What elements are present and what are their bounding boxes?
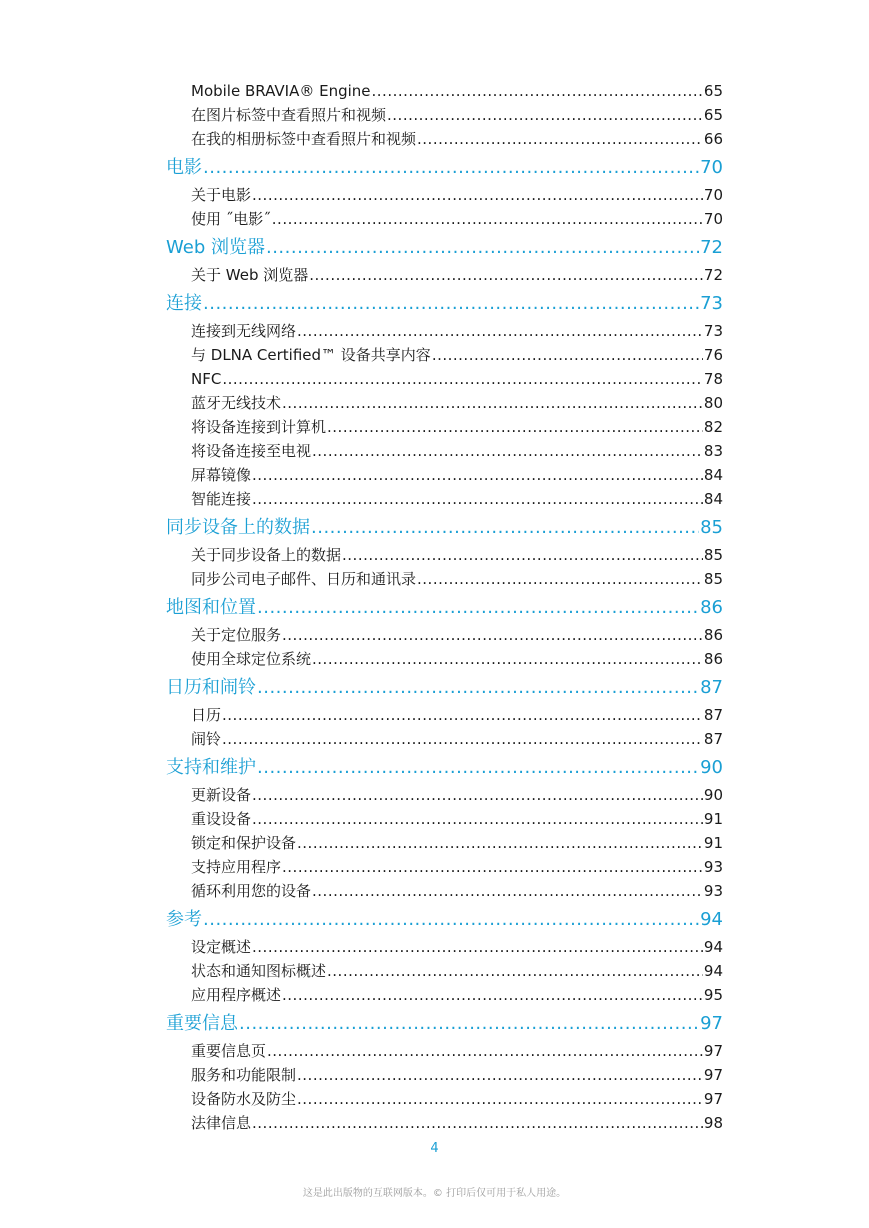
- toc-entry[interactable]: [166, 1039, 723, 1063]
- toc-entry-title: 电影: [166, 153, 202, 183]
- toc-entry-page: 86: [704, 647, 723, 671]
- toc-entry-title: 地图和位置: [166, 593, 256, 623]
- toc-entry-page: 85: [704, 543, 723, 567]
- toc-entry-title: 连接: [166, 289, 202, 319]
- dot-leader: [327, 959, 703, 983]
- dot-leader: [327, 415, 703, 439]
- dot-leader: [222, 703, 703, 727]
- toc-entry-page: 73: [704, 319, 723, 343]
- toc-entry[interactable]: [166, 79, 723, 103]
- toc-section-heading[interactable]: [166, 153, 723, 183]
- toc-entry-page: 90: [704, 783, 723, 807]
- dot-leader: [252, 935, 703, 959]
- dot-leader: [252, 183, 703, 207]
- toc-entry-page: 97: [704, 1063, 723, 1087]
- toc-entry[interactable]: [166, 855, 723, 879]
- toc-section-heading[interactable]: [166, 593, 723, 623]
- toc-entry-title: 关于同步设备上的数据: [191, 543, 341, 567]
- toc-entry-title: 关于电影: [191, 183, 251, 207]
- toc-entry-title: 关于定位服务: [191, 623, 281, 647]
- dot-leader: [432, 343, 703, 367]
- toc-entry-page: 87: [700, 673, 723, 703]
- toc-entry[interactable]: [166, 463, 723, 487]
- toc-entry-title: 屏幕镜像: [191, 463, 251, 487]
- toc-entry[interactable]: [166, 783, 723, 807]
- toc-entry-title: 设备防水及防尘: [191, 1087, 296, 1111]
- toc-entry-page: 90: [700, 753, 723, 783]
- toc-entry-page: 95: [704, 983, 723, 1007]
- toc-entry-title: Web 浏览器: [166, 233, 265, 263]
- toc-entry[interactable]: [166, 1063, 723, 1087]
- toc-entry[interactable]: [166, 319, 723, 343]
- toc-entry-title: 法律信息: [191, 1111, 251, 1135]
- toc-entry-page: 91: [704, 831, 723, 855]
- dot-leader: [417, 567, 703, 591]
- dot-leader: [282, 391, 703, 415]
- toc-entry[interactable]: [166, 623, 723, 647]
- table-of-contents: [166, 79, 723, 1135]
- toc-entry-title: 日历和闹铃: [166, 673, 256, 703]
- toc-entry-page: 84: [704, 463, 723, 487]
- toc-entry-title: 状态和通知图标概述: [191, 959, 326, 983]
- toc-entry-page: 97: [700, 1009, 723, 1039]
- toc-entry-page: 98: [704, 1111, 723, 1135]
- toc-entry-title: 将设备连接至电视: [191, 439, 311, 463]
- toc-entry[interactable]: [166, 959, 723, 983]
- toc-entry[interactable]: [166, 1111, 723, 1135]
- toc-entry-page: 70: [704, 207, 723, 231]
- toc-entry-title: 循环利用您的设备: [191, 879, 311, 903]
- toc-entry-page: 78: [704, 367, 723, 391]
- dot-leader: [282, 983, 703, 1007]
- toc-section-heading[interactable]: [166, 905, 723, 935]
- toc-entry-page: 85: [700, 513, 723, 543]
- toc-entry-page: 94: [704, 959, 723, 983]
- toc-entry[interactable]: [166, 543, 723, 567]
- toc-entry-page: 93: [704, 855, 723, 879]
- toc-entry[interactable]: [166, 983, 723, 1007]
- toc-entry-page: 82: [704, 415, 723, 439]
- toc-entry-title: 闹铃: [191, 727, 221, 751]
- toc-entry-page: 94: [700, 905, 723, 935]
- toc-entry-page: 86: [700, 593, 723, 623]
- toc-entry-page: 97: [704, 1087, 723, 1111]
- toc-entry-title: Mobile BRAVIA® Engine: [191, 79, 371, 103]
- toc-entry[interactable]: [166, 391, 723, 415]
- toc-entry-page: 87: [704, 727, 723, 751]
- dot-leader: [203, 905, 699, 935]
- toc-entry[interactable]: [166, 567, 723, 591]
- toc-entry-page: 80: [704, 391, 723, 415]
- toc-entry-title: 与 DLNA Certified™ 设备共享内容: [191, 343, 431, 367]
- toc-entry-page: 84: [704, 487, 723, 511]
- toc-entry-title: 支持和维护: [166, 753, 256, 783]
- dot-leader: [342, 543, 703, 567]
- dot-leader: [203, 153, 699, 183]
- dot-leader: [312, 647, 703, 671]
- toc-entry-title: 设定概述: [191, 935, 251, 959]
- toc-entry[interactable]: [166, 263, 723, 287]
- toc-entry[interactable]: [166, 183, 723, 207]
- toc-entry-page: 83: [704, 439, 723, 463]
- dot-leader: [257, 593, 699, 623]
- dot-leader: [311, 513, 699, 543]
- dot-leader: [252, 487, 703, 511]
- dot-leader: [417, 127, 703, 151]
- toc-entry[interactable]: [166, 207, 723, 231]
- toc-entry[interactable]: [166, 727, 723, 751]
- dot-leader: [252, 1111, 703, 1135]
- dot-leader: [309, 263, 703, 287]
- dot-leader: [297, 1087, 703, 1111]
- toc-section-heading[interactable]: [166, 753, 723, 783]
- dot-leader: [222, 367, 703, 391]
- dot-leader: [297, 319, 703, 343]
- dot-leader: [387, 103, 703, 127]
- toc-entry-title: 服务和功能限制: [191, 1063, 296, 1087]
- toc-entry[interactable]: [166, 1087, 723, 1111]
- toc-entry[interactable]: [166, 935, 723, 959]
- footer-note: 这是此出版物的互联网版本。© 打印后仅可用于私人用途。: [302, 1188, 567, 1199]
- toc-entry-title: 在我的相册标签中查看照片和视频: [191, 127, 416, 151]
- toc-entry[interactable]: [166, 831, 723, 855]
- toc-entry-title: 日历: [191, 703, 221, 727]
- dot-leader: [266, 233, 699, 263]
- toc-entry-title: 将设备连接到计算机: [191, 415, 326, 439]
- toc-entry-page: 91: [704, 807, 723, 831]
- toc-entry-page: 93: [704, 879, 723, 903]
- dot-leader: [257, 673, 699, 703]
- dot-leader: [312, 879, 703, 903]
- toc-section-heading[interactable]: [166, 513, 723, 543]
- toc-entry-page: 70: [704, 183, 723, 207]
- toc-entry-page: 65: [704, 79, 723, 103]
- toc-entry[interactable]: [166, 807, 723, 831]
- toc-entry-title: 重设设备: [191, 807, 251, 831]
- toc-entry-page: 94: [704, 935, 723, 959]
- dot-leader: [252, 807, 703, 831]
- toc-entry-page: 73: [700, 289, 723, 319]
- dot-leader: [222, 727, 703, 751]
- toc-entry[interactable]: [166, 647, 723, 671]
- toc-entry-title: 使用全球定位系统: [191, 647, 311, 671]
- toc-entry[interactable]: [166, 487, 723, 511]
- toc-entry-title: 同步公司电子邮件、日历和通讯录: [191, 567, 416, 591]
- toc-entry-title: 蓝牙无线技术: [191, 391, 281, 415]
- toc-entry[interactable]: [166, 367, 723, 391]
- toc-entry-title: 智能连接: [191, 487, 251, 511]
- dot-leader: [372, 79, 703, 103]
- toc-entry-page: 76: [704, 343, 723, 367]
- toc-section-heading[interactable]: [166, 673, 723, 703]
- toc-entry-title: 锁定和保护设备: [191, 831, 296, 855]
- toc-entry-page: 66: [704, 127, 723, 151]
- dot-leader: [252, 463, 703, 487]
- toc-entry-title: 应用程序概述: [191, 983, 281, 1007]
- dot-leader: [282, 855, 703, 879]
- dot-leader: [282, 623, 703, 647]
- toc-entry-title: 同步设备上的数据: [166, 513, 310, 543]
- toc-entry[interactable]: [166, 415, 723, 439]
- toc-entry[interactable]: [166, 879, 723, 903]
- dot-leader: [312, 439, 703, 463]
- toc-entry-title: 使用 ˝电影˝: [191, 207, 271, 231]
- toc-entry-title: 连接到无线网络: [191, 319, 296, 343]
- dot-leader: [297, 831, 703, 855]
- toc-entry[interactable]: [166, 439, 723, 463]
- toc-entry-page: 65: [704, 103, 723, 127]
- toc-entry-page: 85: [704, 567, 723, 591]
- dot-leader: [239, 1009, 699, 1039]
- toc-entry[interactable]: [166, 343, 723, 367]
- toc-entry-page: 72: [700, 233, 723, 263]
- toc-section-heading[interactable]: [166, 233, 723, 263]
- toc-entry-page: 72: [704, 263, 723, 287]
- toc-entry-page: 97: [704, 1039, 723, 1063]
- toc-entry-title: 在图片标签中查看照片和视频: [191, 103, 386, 127]
- toc-entry-title: 重要信息: [166, 1009, 238, 1039]
- toc-entry-page: 70: [700, 153, 723, 183]
- toc-entry-title: NFC: [191, 367, 221, 391]
- toc-section-heading[interactable]: [166, 289, 723, 319]
- dot-leader: [267, 1039, 703, 1063]
- toc-entry-title: 重要信息页: [191, 1039, 266, 1063]
- toc-entry-page: 87: [704, 703, 723, 727]
- toc-entry[interactable]: [166, 103, 723, 127]
- page-number: 4: [430, 1141, 439, 1156]
- toc-entry-title: 关于 Web 浏览器: [191, 263, 308, 287]
- dot-leader: [252, 783, 703, 807]
- toc-entry-title: 参考: [166, 905, 202, 935]
- toc-section-heading[interactable]: [166, 1009, 723, 1039]
- toc-entry[interactable]: [166, 703, 723, 727]
- dot-leader: [297, 1063, 703, 1087]
- toc-entry-title: 更新设备: [191, 783, 251, 807]
- toc-entry-page: 86: [704, 623, 723, 647]
- toc-entry-title: 支持应用程序: [191, 855, 281, 879]
- dot-leader: [203, 289, 699, 319]
- toc-entry[interactable]: [166, 127, 723, 151]
- dot-leader: [272, 207, 703, 231]
- dot-leader: [257, 753, 699, 783]
